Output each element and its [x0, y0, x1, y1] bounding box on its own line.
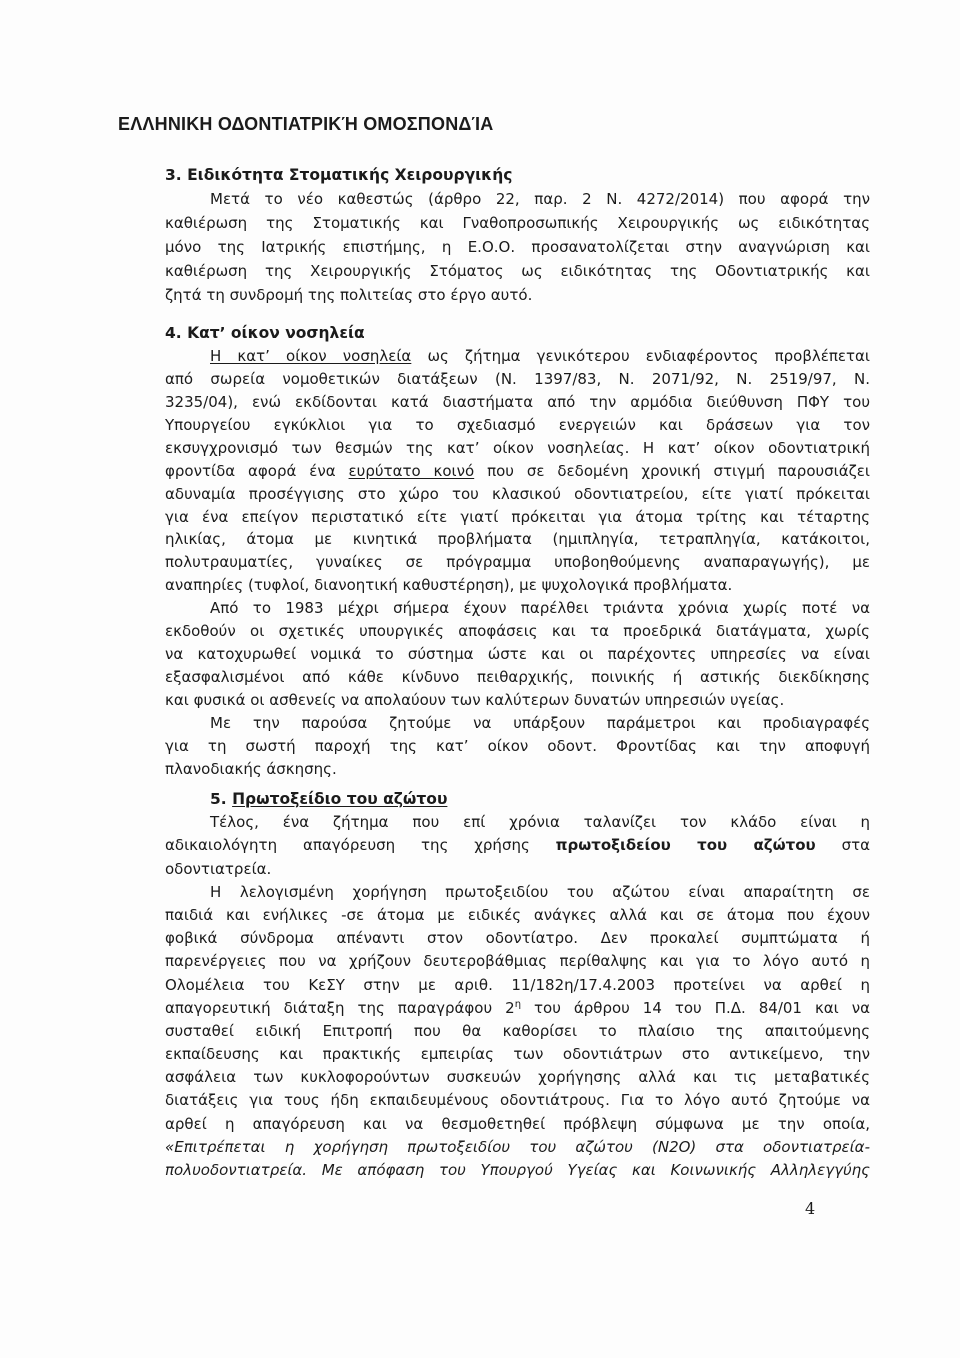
line-text: στα	[815, 836, 870, 855]
paragraph-line	[165, 460, 870, 483]
paragraph-line: ασφάλεια των κυκλοφορούντων συσκευών χορήγησης αλλά και τις μεταβατικές	[165, 1068, 870, 1087]
section-heading: 3. Ειδικότητα Στοματικής Χειρουργικής	[165, 166, 513, 184]
paragraph-line	[165, 345, 870, 368]
section-4	[165, 322, 870, 781]
superscript-text: η	[514, 998, 522, 1010]
paragraph-line: συσταθεί ειδική Επιτροπή που θα καθορίσει το πλαίσιο της απαιτούμενης	[165, 1021, 870, 1040]
paragraph-line: Υπουργείου εγκύκλιοι για το σχεδιασμό ενεργειών και δράσεων για τον	[165, 415, 870, 434]
paragraph-line: Μετά το νέο καθεστώς (άρθρο 22, παρ. 2 Ν. 4272/2014) που αφορά την	[210, 190, 870, 208]
paragraph-line: φοβικά σύνδρομα απέναντι στον οδοντίατρο. Δεν προκαλεί συμπτώματα ή	[165, 929, 870, 948]
bold-text: πρωτοξιδείου του αζώτου	[555, 836, 816, 855]
paragraph-line: αναπηρίες (τυφλοί, διανοητική καθυστέρηση), με ψυχολογικά προβλήματα.	[165, 576, 733, 595]
line-text: ως ζήτημα γενικότερου ενδιαφέροντος προβλέπεται	[411, 346, 871, 365]
paragraph-line: για ένα επείγον περιστατικό είτε γιατί πρόκειται για άτομα τρίτης και τέταρτης	[165, 507, 870, 526]
paragraph-line: αρθεί η απαγόρευση και να θεσμοθετηθεί πρόβλεψη σύμφωνα με την οποία,	[165, 1114, 870, 1133]
section-3	[165, 163, 870, 307]
paragraph-line: Τέλος, ένα ζήτημα που επί χρόνια ταλανίζει τον κλάδο είναι η	[210, 813, 870, 832]
paragraph-line: εκσυγχρονισμό των θεσμών της κατ’ οίκον νοσηλείας. Η κατ’ οίκον οδοντιατρική	[165, 438, 870, 457]
section-heading: 4. Κατ’ οίκον νοσηλεία	[165, 324, 365, 342]
line-text: φροντίδα αφορά ένα	[165, 461, 349, 480]
paragraph-line: Με την παρούσα ζητούμε να υπάρξουν παράμετροι και προδιαγραφές	[210, 713, 870, 732]
paragraph-line: διατάξεις για τους ήδη εκπαιδευμένους οδοντιάτρους. Για το λόγο αυτό ζητούμε να	[165, 1091, 870, 1110]
section-title: Πρωτοξείδιο του αζώτου	[232, 790, 448, 808]
line-text: αδικαιολόγητη απαγόρευση της χρήσης	[165, 836, 556, 855]
paragraph-line: πολυτραυματίες, γυναίκες σε πρόγραμμα υποβοηθούμενης αναπαραγωγής), με	[165, 553, 870, 572]
section-5	[165, 788, 870, 1182]
paragraph-line: Ολομέλεια του ΚεΣΥ στην με αριθ. 11/182η/17.4.2003 προτείνει να αρθεί η	[165, 975, 870, 994]
organization-title: ΕΛΛΗΝΙΚΗ ΟΔΟΝΤΙΑΤΡΙΚΉ ΟΜΟΣΠΟΝΔΊΑ	[118, 114, 494, 134]
paragraph-line: από σωρεία νομοθετικών διατάξεων (Ν. 1397/83, Ν. 2071/92, Ν. 2519/97, Ν.	[165, 369, 870, 388]
paragraph-line: ζητά τη συνδρομή της πολιτείας στο έργο αυτό.	[165, 286, 533, 304]
section-heading	[165, 788, 870, 811]
paragraph-line: εκπαίδευσης και πρακτικής εμπειρίας των οδοντιάτρων στο αντικείμενο, την	[165, 1045, 870, 1064]
quoted-line: πολυοδοντιατρεία. Με απόφαση του Υπουργού Υγείας και Κοινωνικής Αλληλεγγύης	[165, 1161, 870, 1179]
paragraph-line: πλανοδιακής άσκησης.	[165, 759, 337, 778]
underlined-text: Η κατ’ οίκον νοσηλεία	[210, 346, 412, 365]
line-text: απαγορευτική διάταξη της παραγράφου 2	[165, 998, 515, 1017]
paragraph-line: παρενέργειες που να χρήζουν δευτεροβάθμιας περίθαλψης και για το λόγο αυτό η	[165, 952, 870, 971]
paragraph-line: εκδοθούν οι σχετικές υπουργικές αποφάσεις και τα προεδρικά διατάγματα, χωρίς	[165, 622, 870, 641]
paragraph-line: Η λελογισμένη χορήγηση πρωτοξειδίου του αζώτου είναι απαραίτητη σε	[210, 882, 870, 901]
paragraph-line: οδοντιατρεία.	[165, 859, 272, 878]
page-number: 4	[805, 1199, 816, 1218]
paragraph-line: παιδιά και ενήλικες -σε άτομα με ειδικές ανάγκες αλλά και σε άτομα που έχουν	[165, 905, 870, 924]
paragraph-line: για τη σωστή παροχή της κατ’ οίκον οδοντ. Φροντίδας και την αποφυγή	[165, 736, 870, 755]
quoted-line: «Επιτρέπεται η χορήγηση πρωτοξειδίου του αζώτου (Ν2Ο) στα οδοντιατρεία-	[165, 1137, 870, 1156]
paragraph-line: 3235/04), ενώ εκδίδονται κατά διαστήματα από την αρμόδια διεύθυνση ΠΦΥ του	[165, 392, 870, 411]
line-text: του άρθρου 14 του Π.Δ. 84/01 και να	[521, 998, 870, 1017]
underlined-text: ευρύτατο κοινό	[348, 461, 475, 480]
line-text: που σε δεδομένη χρονική στιγμή παρουσιάζει	[474, 461, 870, 480]
paragraph-line	[165, 834, 870, 857]
paragraph-line: καθιέρωση της Χειρουργικής Στόματος ως ειδικότητας της Οδοντιατρικής και	[165, 262, 870, 280]
paragraph-line	[165, 997, 870, 1020]
paragraph-line: εξασφαλισμένοι από κάθε κίνδυνο πειθαρχικής, ποινικής ή αστικής διεκδίκησης	[165, 668, 870, 687]
paragraph-line: καθιέρωση της Στοματικής και Γναθοπροσωπικής Χειρουργικής ως ειδικότητας	[165, 214, 870, 232]
paragraph-line: μόνο της Ιατρικής επιστήμης, η Ε.Ο.Ο. προσανατολίζεται στην αναγνώριση και	[165, 238, 870, 256]
section-number: 5.	[210, 790, 233, 808]
paragraph-line: και φυσικά οι ασθενείς να απολαύουν των καλύτερων δυνατών υπηρεσιών υγείας.	[165, 691, 785, 709]
paragraph-line: ηλικίας, άτομα με κινητικά προβλήματα (ημιπληγία, τετραπληγία, κατάκοιτοι,	[165, 530, 870, 549]
paragraph-line: να κατοχυρωθεί νομικά το σύστημα ώστε και οι παρέχοντες υπηρεσίες να είναι	[165, 645, 870, 664]
paragraph-line: Από το 1983 μέχρι σήμερα έχουν παρέλθει τριάντα χρόνια χωρίς ποτέ να	[210, 599, 870, 618]
paragraph-line: αδυναμία προσέγγισης στο χώρο του κλασικού οδοντιατρείου, είτε γιατί πρόκειται	[165, 484, 870, 503]
